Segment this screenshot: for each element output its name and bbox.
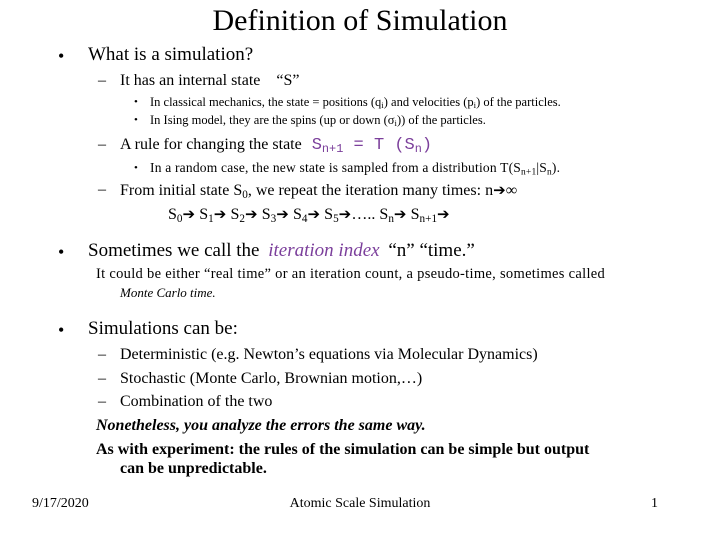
footer-title: Atomic Scale Simulation [289, 496, 431, 511]
experiment-note: As with experiment: the rules of the simulation can be simple but output [96, 441, 590, 458]
arrow-icon: ➔ [393, 206, 407, 223]
state-sequence: $S_0➔$ $S_1➔$ $S_2➔$ $S_3➔$ $S_4➔$ $S_5➔\dots$.. $S_n➔$ $S_{n+1}➔$ [168, 206, 450, 225]
arrow-icon: ➔ [437, 206, 450, 223]
bullet-marker-small: • [134, 96, 138, 108]
dash-marker: – [98, 72, 106, 89]
bullet-iteration-index: Sometimes we call the iteration index “n” “time.” [88, 240, 475, 261]
arrow-icon: ➔ [338, 206, 352, 223]
arrow-icon: ➔ [182, 206, 196, 223]
random-case-note: In a random case, the new state is sampled from a distribution $T(S_{n+1}|S_n)$. [150, 160, 561, 178]
dash-marker: – [98, 181, 106, 198]
internal-state-symbol: “S” [276, 72, 300, 89]
arrow-icon: ➔ [276, 206, 289, 223]
monte-carlo-time: Monte Carlo time. [120, 285, 216, 300]
bullet-marker: • [58, 242, 65, 262]
list-item-combination: Combination of the two [120, 393, 273, 410]
sub-rule-for-changing: A rule for changing the state $S_{n+1} = T$ $(S_n)$ [120, 136, 433, 156]
internal-state-text: It has an internal state [120, 72, 261, 89]
classical-mechanics-note: In classical mechanics, the state = positions $(q_i)$ and velocities $(p_i)$ of the particles. [150, 95, 561, 111]
bullet-simulations-can-be: Simulations can be: [88, 318, 238, 339]
page-number: 1 [651, 496, 658, 511]
time-note: It could be either “real time” or an iteration count, a pseudo-time, sometimes called [96, 266, 606, 282]
sub-iteration: From initial state $S_0$, we repeat the iteration many times: n➔∞ [120, 182, 518, 201]
sub-internal-state [120, 72, 300, 90]
dash-marker: – [98, 370, 106, 387]
bullet-marker-small: • [134, 114, 138, 126]
footer-date: 9/17/2020 [32, 496, 89, 511]
experiment-note-cont: can be unpredictable. [120, 460, 267, 477]
page-title: Definition of Simulation [212, 4, 508, 37]
arrow-icon: ➔ [307, 206, 321, 223]
errors-note: Nonetheless, you analyze the errors the same way. [96, 417, 426, 434]
list-item-stochastic: Stochastic (Monte Carlo, Brownian motion,…) [120, 370, 423, 387]
bullet-marker: • [58, 320, 65, 340]
arrow-icon: ➔ [213, 206, 227, 223]
bullet-marker: • [58, 46, 65, 66]
dash-marker: – [98, 393, 106, 410]
ising-model-note: In Ising model, they are the spins (up or down $(\sigma_i)$) of the particles. [150, 113, 486, 129]
dash-marker: – [98, 346, 106, 363]
update-rule-formula: $S_{n+1} = T$ $(S_n)$ [311, 136, 433, 156]
iteration-index-term: iteration index [268, 240, 380, 261]
arrow-icon: ➔ [244, 206, 258, 223]
dash-marker: – [98, 136, 106, 153]
bullet-marker-small: • [134, 162, 138, 174]
arrow-icon: ➔ [493, 182, 506, 199]
list-item-deterministic: Deterministic (e.g. Newton’s equations via Molecular Dynamics) [120, 346, 538, 363]
bullet-what-is-simulation: What is a simulation? [88, 44, 254, 65]
